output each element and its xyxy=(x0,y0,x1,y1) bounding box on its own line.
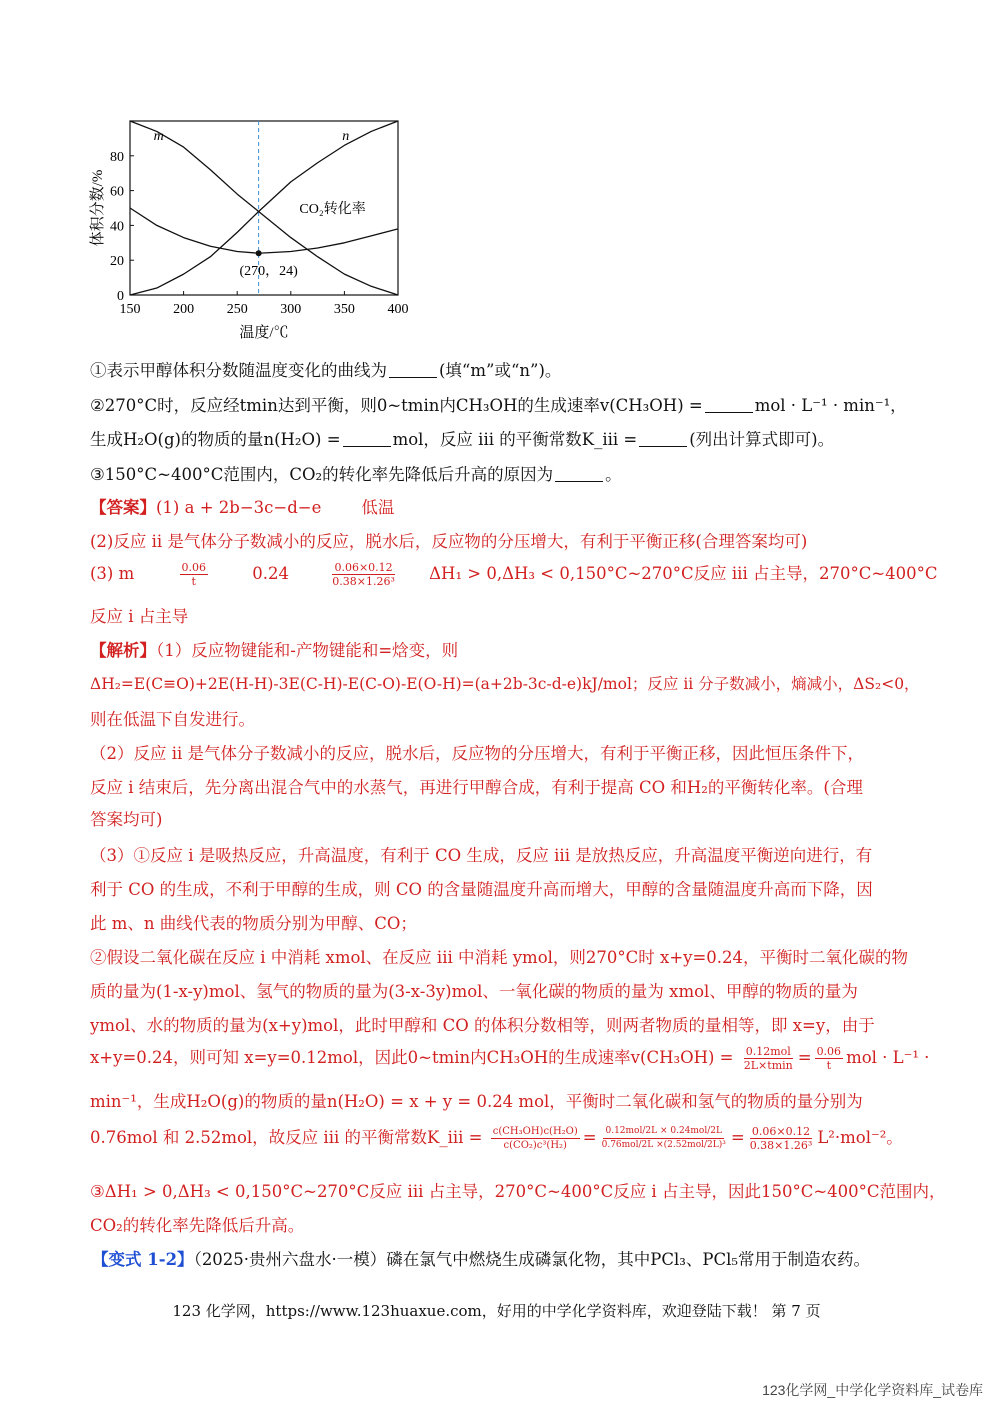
answer-blank xyxy=(705,412,753,413)
answer-blank xyxy=(343,446,391,447)
answer-blank xyxy=(555,481,603,482)
analysis-p11: 质的量为(1-x-y)mol、氢气的物质的量为(3-x-3y)mol、一氧化碳的物质的量为 xmol、甲醇的物质的量为 xyxy=(90,982,858,1001)
question-2-line-2: 生成H₂O(g)的物质的量n(H₂O) = mol，反应 iii 的平衡常数K_iii = (列出计算式即可)。 xyxy=(90,430,835,449)
analysis-p13: x+y=0.24，则可知 x=y=0.12mol，因此0~tmin内CH₃OH的生成速率v(CH₃OH) = $\frac{\text{0.12mol}}{2L\times tmin}$ = $\frac{0.06}{t}$ mol · L⁻¹ · xyxy=(90,1045,930,1072)
analysis-p6: 答案均可) xyxy=(90,810,163,829)
analysis-p1: 【解析】（1）反应物键能和-产物键能和=焓变，则 xyxy=(90,641,459,660)
y-tick-label: 20 xyxy=(110,254,124,270)
x-tick-label: 300 xyxy=(280,302,302,317)
y-tick-label: 60 xyxy=(110,184,124,200)
x-tick-label: 200 xyxy=(173,302,195,317)
y-tick-label: 80 xyxy=(110,149,124,165)
marked-point xyxy=(256,250,262,256)
series-label-m: m xyxy=(153,129,164,145)
series-label-co2: CO₂转化率 xyxy=(299,202,366,218)
variant-label: 【变式 1-2】 xyxy=(92,1250,194,1269)
question-2-line-1: ②270°C时，反应经tmin达到平衡，则0~tmin内CH₃OH的生成速率v(CH₃OH) = mol · L⁻¹ · min⁻¹， xyxy=(90,396,907,415)
variant-question: 【变式 1-2】（2025·贵州六盘水·一模）磷在氯气中燃烧生成磷氯化物，其中PCl₃、PCl₅常用于制造农药。 xyxy=(92,1250,871,1269)
answer-label: 【答案】 xyxy=(90,498,156,517)
answer-blank xyxy=(389,377,437,378)
x-tick-label: 350 xyxy=(333,302,355,317)
series-label-n: n xyxy=(342,129,350,145)
answer-part-3-cont: 反应 i 占主导 xyxy=(90,607,189,626)
k-value-fraction: $\frac{0.06\times 0.12}{\text{0.38×1.26³}}$ xyxy=(749,1125,813,1152)
x-tick-label: 250 xyxy=(226,302,248,317)
rate-fraction-1: $\frac{\text{0.12mol}}{2L\times tmin}$ xyxy=(743,1045,793,1072)
analysis-p8: 利于 CO 的生成，不利于甲醇的生成，则 CO 的含量随温度升高而增大，甲醇的含量随温度升高而下降，因 xyxy=(90,880,873,899)
analysis-p7: （3）①反应 i 是吸热反应，升高温度，有利于 CO 生成，反应 iii 是放热反应，升高温度平衡逆向进行，有 xyxy=(90,846,873,865)
analysis-p17: CO₂的转化率先降低后升高。 xyxy=(90,1216,305,1235)
x-tick-label: 150 xyxy=(119,302,141,317)
analysis-p14: min⁻¹，生成H₂O(g)的物质的量n(H₂O) = x + y = 0.24 mol，平衡时二氧化碳和氢气的物质的量分别为 xyxy=(90,1092,863,1111)
question-1: ①表示甲醇体积分数随温度变化的曲线为 (填“m”或“n”)。 xyxy=(90,361,562,380)
analysis-p10: ②假设二氧化碳在反应 i 中消耗 xmol、在反应 iii 中消耗 ymol，则270°C时 x+y=0.24，平衡时二氧化碳的物 xyxy=(90,948,909,967)
page-footer: 123 化学网，https://www.123huaxue.com，好用的中学化学资料库，欢迎登陆下载！ 第 7 页 xyxy=(172,1302,821,1320)
watermark: 123化学网_中学化学资料库_试卷库 xyxy=(762,1382,983,1398)
analysis-p9: 此 m、n 曲线代表的物质分别为甲醇、CO； xyxy=(90,914,417,933)
analysis-p16: ③ΔH₁ > 0,ΔH₃ < 0,150°C~270°C反应 iii 占主导，270°C~400°C反应 i 占主导，因此150°C~400°C范围内， xyxy=(90,1182,946,1201)
answer-part-2: (2)反应 ii 是气体分子数减小的反应，脱水后，反应物的分压增大，有利于平衡正移(合理答案均可) xyxy=(90,532,808,551)
y-tick-label: 40 xyxy=(110,219,124,235)
x-tick-label: 400 xyxy=(387,302,409,317)
rate-fraction: $\frac{0.06}{t}$ xyxy=(181,561,207,588)
analysis-p4: （2）反应 ii 是气体分子数减小的反应，脱水后，反应物的分压增大，有利于平衡正移，因此恒压条件下， xyxy=(90,744,865,763)
temperature-volume-fraction-chart xyxy=(80,105,420,350)
answer-part-3: (3) m $\frac{0.06}{t}$ 0.24 $\frac{0.06\times 0.12}{\text{0.38×1.26³}}$ ΔH₁ > 0,ΔH₃ < 0,150°C~270°C反应 iii 占主导，270°C~400°C xyxy=(90,561,938,588)
answer-part-1: 【答案】(1) a + 2b−3c−d−e 低温 xyxy=(90,498,395,517)
k-substitution-fraction: $\frac{\text{0.12mol/2L × 0.24mol/2L}}{\text{0.76mol/2L ×(2.52mol/2L)³}}$ xyxy=(601,1126,726,1150)
x-axis-label: 温度/℃ xyxy=(239,325,289,341)
k-fraction: $\frac{0.06\times 0.12}{\text{0.38×1.26³}}$ xyxy=(332,561,395,588)
analysis-p5: 反应 i 结束后，先分离出混合气中的水蒸气，再进行甲醇合成，有利于提高 CO 和H₂的平衡转化率。(合理 xyxy=(90,778,863,797)
k-expression-fraction: $\frac{\text{c(CH₃OH)c(H₂O)}}{\text{c(CO₂)c³(H₂)}}$ xyxy=(492,1126,578,1151)
analysis-p2: ΔH₂=E(C≡O)+2E(H-H)-3E(C-H)-E(C-O)-E(O-H)=(a+2b-3c-d-e)kJ/mol；反应 ii 分子数减小，熵减小，ΔS₂<0， xyxy=(90,675,920,693)
answer-blank xyxy=(639,446,687,447)
rate-fraction-2: $\frac{0.06}{t}$ xyxy=(816,1045,842,1072)
y-axis-label: 体积分数/% xyxy=(90,169,106,247)
analysis-p12: ymol、水的物质的量为(x+y)mol，此时甲醇和 CO 的体积分数相等，则两者物质的量相等，即 x=y，由于 xyxy=(90,1016,875,1035)
marked-point-label: (270，24) xyxy=(239,264,298,280)
y-tick-label: 0 xyxy=(117,289,124,304)
question-3: ③150°C~400°C范围内，CO₂的转化率先降低后升高的原因为 。 xyxy=(90,465,622,484)
analysis-p3: 则在低温下自发进行。 xyxy=(90,710,255,729)
analysis-label: 【解析】 xyxy=(90,641,156,660)
analysis-p15: 0.76mol 和 2.52mol，故反应 iii 的平衡常数K_iii = $\frac{\text{c(CH₃OH)c(H₂O)}}{\text{c(CO₂)c³(H₂)}}$ = $\frac{\text{0.12mol/2L × 0.24mol/2L}}{\text{0.76mol/2L ×(2.52mol/2L)³}}$ = $\frac{0.06\times 0.12}{\text{0.38×1.26³}}$ L²·mol⁻²。 xyxy=(90,1125,903,1152)
